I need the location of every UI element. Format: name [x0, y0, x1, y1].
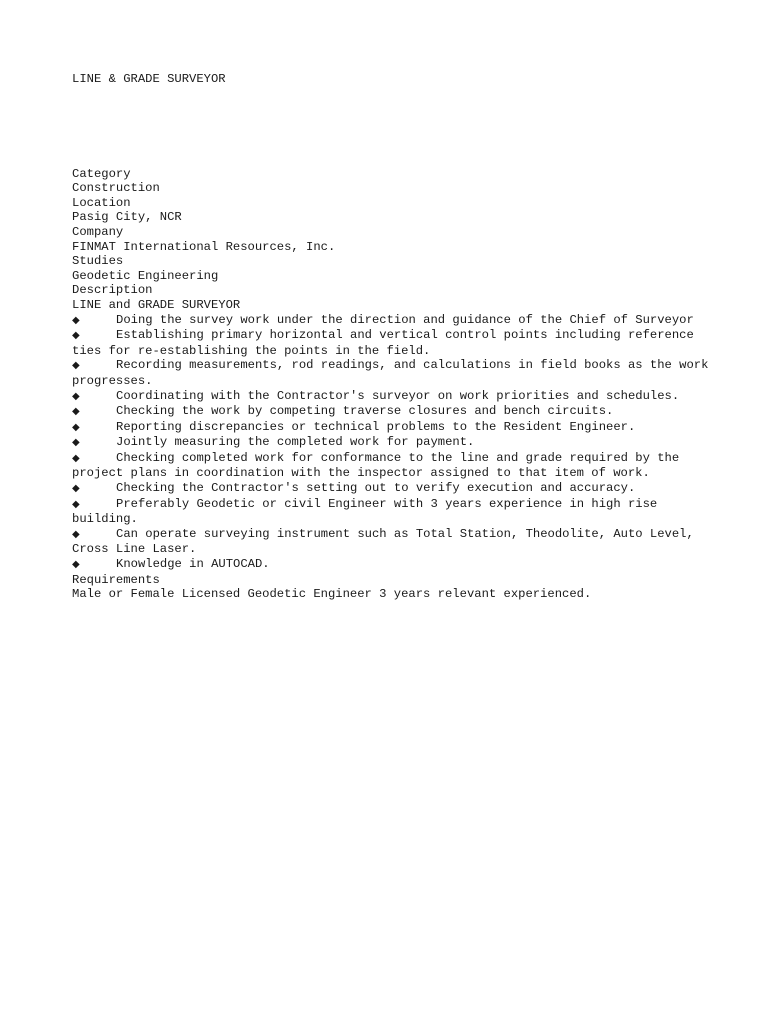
list-item — [72, 557, 712, 573]
list-item — [72, 527, 712, 557]
job-details — [72, 166, 716, 602]
diamond-bullet-icon: ◆ — [72, 390, 80, 402]
job-title: LINE & GRADE SURVEYOR — [72, 72, 226, 86]
list-item — [72, 451, 712, 481]
duty-text: Jointly measuring the completed work for payment. — [116, 435, 475, 450]
diamond-bullet-icon: ◆ — [72, 483, 80, 495]
duties-list — [72, 312, 716, 573]
diamond-bullet-icon: ◆ — [72, 528, 80, 540]
duty-text: Doing the survey work under the direction and guidance of the Chief of Surveyor — [116, 312, 694, 327]
studies-label: Studies — [72, 254, 124, 269]
list-item — [72, 481, 712, 497]
company-value: FINMAT International Resources, Inc. — [72, 239, 336, 254]
duty-text: Reporting discrepancies or technical problems to the Resident Engineer. — [116, 419, 636, 434]
list-item — [72, 404, 712, 420]
list-item — [72, 313, 712, 329]
duty-text: Knowledge in AUTOCAD. — [116, 557, 270, 572]
description-heading: LINE and GRADE SURVEYOR — [72, 297, 241, 312]
diamond-bullet-icon: ◆ — [72, 498, 80, 510]
diamond-bullet-icon: ◆ — [72, 437, 80, 449]
diamond-bullet-icon: ◆ — [72, 360, 80, 372]
duty-text: Checking the Contractor's setting out to verify execution and accuracy. — [116, 481, 636, 496]
description-label: Description — [72, 283, 153, 298]
duty-text: Coordinating with the Contractor's surveyor on work priorities and schedules. — [116, 388, 680, 403]
studies-value: Geodetic Engineering — [72, 268, 219, 283]
requirements-label: Requirements — [72, 572, 160, 587]
duty-text: Checking the work by competing traverse closures and bench circuits. — [116, 404, 614, 419]
duty-text: Recording measurements, rod readings, and calculations in field books as the work progresses. — [72, 358, 716, 388]
list-item — [72, 358, 716, 388]
list-item — [72, 328, 712, 358]
duty-text: Establishing primary horizontal and vertical control points including reference ties for re-establishing the points in the field. — [72, 328, 702, 358]
list-item — [72, 389, 712, 405]
diamond-bullet-icon: ◆ — [72, 314, 80, 326]
location-value: Pasig City, NCR — [72, 210, 182, 225]
duty-text: Preferably Geodetic or civil Engineer with 3 years experience in high rise building. — [72, 496, 665, 527]
duty-text: Can operate surveying instrument such as Total Station, Theodolite, Auto Level, Cross Line Laser. — [72, 526, 702, 557]
diamond-bullet-icon: ◆ — [72, 330, 80, 342]
list-item — [72, 420, 712, 436]
requirements-text: Male or Female Licensed Geodetic Engineer 3 years relevant experienced. — [72, 587, 592, 602]
diamond-bullet-icon: ◆ — [72, 421, 80, 433]
duty-text: Checking completed work for conformance to the line and grade required by the project plans in coordination with the inspector assigned to that item of work. — [72, 450, 687, 481]
job-posting-document — [72, 72, 716, 602]
category-value: Construction — [72, 181, 160, 196]
diamond-bullet-icon: ◆ — [72, 452, 80, 464]
location-label: Location — [72, 195, 131, 210]
diamond-bullet-icon: ◆ — [72, 406, 80, 418]
company-label: Company — [72, 224, 124, 239]
category-label: Category — [72, 166, 131, 181]
list-item — [72, 435, 712, 451]
diamond-bullet-icon: ◆ — [72, 559, 80, 571]
list-item — [72, 497, 712, 527]
